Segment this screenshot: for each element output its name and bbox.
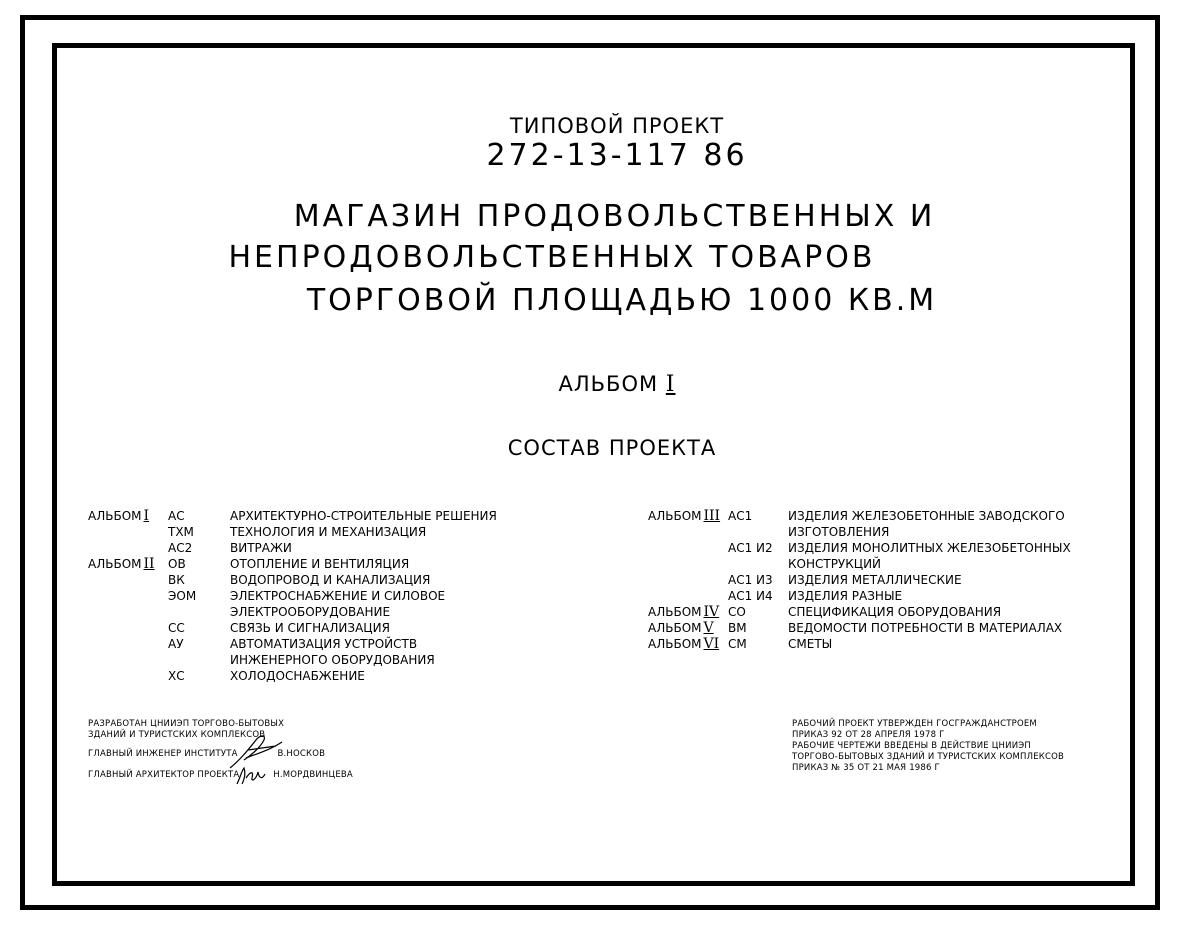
row-text: ХОЛОДОСНАБЖЕНИЕ [230, 669, 365, 683]
title-line-3: ТОРГОВОЙ ПЛОЩАДЬЮ 1000 КВ.М [306, 283, 938, 318]
row-album-label: АЛЬБОМ [648, 637, 702, 651]
row-album-label: АЛЬБОМ [648, 605, 702, 619]
contents-row [88, 572, 497, 588]
row-album [648, 636, 728, 652]
row-album-label: АЛЬБОМ [648, 621, 702, 635]
row-code [168, 652, 230, 668]
left-contents-list [88, 508, 497, 684]
contents-row [648, 540, 1071, 556]
row-code [728, 556, 788, 572]
row-album [88, 556, 168, 572]
row-album [88, 588, 168, 604]
chief-architect-name: Н.МОРДВИНЦЕВА [273, 770, 353, 780]
row-code: СС [168, 621, 185, 635]
row-code: АУ [168, 637, 184, 651]
contents-row [88, 556, 497, 572]
row-code: АС1 [728, 509, 753, 523]
contents-row [648, 508, 1071, 524]
contents-row [88, 652, 497, 668]
row-code: ЭОМ [168, 589, 197, 603]
album-heading-label: АЛЬБОМ [558, 372, 659, 396]
row-album [88, 572, 168, 588]
row-text: ИЗДЕЛИЯ МОНОЛИТНЫХ ЖЕЛЕЗОБЕТОННЫХ [788, 541, 1071, 555]
contents-heading: СОСТАВ ПРОЕКТА [507, 436, 717, 460]
right-contents-list [648, 508, 1071, 652]
row-code: АС [168, 509, 185, 523]
contents-row [88, 636, 497, 652]
row-album [88, 620, 168, 636]
row-text: СПЕЦИФИКАЦИЯ ОБОРУДОВАНИЯ [788, 605, 1002, 619]
row-album [648, 588, 728, 604]
contents-row [648, 636, 1071, 652]
approval-block [792, 719, 1064, 774]
contents-row [88, 508, 497, 524]
contents-row [648, 524, 1071, 540]
title-line-2: НЕПРОДОВОЛЬСТВЕННЫХ ТОВАРОВ [228, 240, 876, 275]
row-code: АС1 И2 [728, 541, 773, 555]
contents-row [648, 620, 1071, 636]
approval-line-4: ТОРГОВО-БЫТОВЫХ ЗДАНИЙ И ТУРИСТСКИХ КОМПЛЕКСОВ [792, 752, 1065, 762]
row-album [88, 540, 168, 556]
row-code: ОВ [168, 557, 186, 571]
contents-row [88, 588, 497, 604]
row-album-numeral: III [703, 508, 721, 524]
row-album-numeral: I [143, 508, 150, 524]
contents-row [88, 540, 497, 556]
contents-row [648, 572, 1071, 588]
row-album [88, 668, 168, 684]
architect-signature-icon [234, 764, 268, 788]
row-album-numeral: VI [703, 636, 720, 652]
contents-row [88, 524, 497, 540]
row-code [168, 604, 230, 620]
contents-row [88, 668, 497, 684]
row-text: ВЕДОМОСТИ ПОТРЕБНОСТИ В МАТЕРИАЛАХ [788, 621, 1063, 635]
approval-line-3: РАБОЧИЕ ЧЕРТЕЖИ ВВЕДЕНЫ В ДЕЙСТВИЕ ЦНИИЭП [792, 741, 1031, 751]
chief-engineer-name: В.НОСКОВ [277, 749, 326, 759]
row-album [88, 524, 168, 540]
row-code [728, 524, 788, 540]
row-text: ОТОПЛЕНИЕ И ВЕНТИЛЯЦИЯ [230, 557, 410, 571]
row-text: АВТОМАТИЗАЦИЯ УСТРОЙСТВ [230, 637, 418, 651]
row-album [648, 524, 728, 540]
row-text: ИЗДЕЛИЯ РАЗНЫЕ [788, 589, 903, 603]
album-heading-numeral: I [665, 372, 676, 397]
row-code: СМ [728, 637, 747, 651]
row-album [648, 540, 728, 556]
row-text: КОНСТРУКЦИЙ [788, 557, 882, 571]
chief-engineer-role: ГЛАВНЫЙ ИНЖЕНЕР ИНСТИТУТА [88, 749, 238, 759]
project-series: ТИПОВОЙ ПРОЕКТ [509, 114, 725, 138]
row-album [88, 652, 168, 668]
row-text: ЭЛЕКТРООБОРУДОВАНИЕ [230, 605, 391, 619]
row-text: ВОДОПРОВОД И КАНАЛИЗАЦИЯ [230, 573, 431, 587]
row-album-numeral: II [143, 556, 155, 572]
row-code: ТХМ [168, 525, 194, 539]
row-text: ИЗДЕЛИЯ МЕТАЛЛИЧЕСКИЕ [788, 573, 962, 587]
row-album [648, 604, 728, 620]
row-code: ХС [168, 669, 185, 683]
approval-line-1: РАБОЧИЙ ПРОЕКТ УТВЕРЖДЕН ГОСГРАЖДАНСТРОЕМ [792, 719, 1037, 729]
chief-architect-role: ГЛАВНЫЙ АРХИТЕКТОР ПРОЕКТА [88, 770, 240, 780]
contents-row [648, 604, 1071, 620]
title-line-1: МАГАЗИН ПРОДОВОЛЬСТВЕННЫХ И [293, 199, 936, 234]
contents-row [648, 556, 1071, 572]
row-album [648, 508, 728, 524]
row-album [648, 556, 728, 572]
contents-row [648, 588, 1071, 604]
row-text: СМЕТЫ [788, 637, 833, 651]
approval-line-2: ПРИКАЗ 92 ОТ 28 АПРЕЛЯ 1978 Г [792, 730, 945, 740]
row-code: АС1 И3 [728, 573, 773, 587]
credits-block [88, 719, 353, 781]
chief-architect-row [88, 770, 353, 781]
row-text: ЭЛЕКТРОСНАБЖЕНИЕ И СИЛОВОЕ [230, 589, 446, 603]
row-album-label: АЛЬБОМ [88, 509, 142, 523]
contents-row [88, 620, 497, 636]
credits-line-2: ЗДАНИЙ И ТУРИСТСКИХ КОМПЛЕКСОВ [88, 730, 266, 740]
row-album [88, 636, 168, 652]
approval-line-5: ПРИКАЗ № 35 ОТ 21 МАЯ 1986 Г [792, 763, 940, 773]
row-text: ВИТРАЖИ [230, 541, 292, 555]
row-album-numeral: IV [703, 604, 720, 620]
row-album-numeral: V [703, 620, 714, 636]
row-code: АС1 И4 [728, 589, 773, 603]
row-code: АС2 [168, 541, 193, 555]
row-text: ТЕХНОЛОГИЯ И МЕХАНИЗАЦИЯ [230, 525, 427, 539]
row-album [648, 572, 728, 588]
project-number: 272-13-117 86 [486, 138, 748, 173]
row-code: ВМ [728, 621, 747, 635]
row-code: СО [728, 605, 746, 619]
row-text: АРХИТЕКТУРНО-СТРОИТЕЛЬНЫЕ РЕШЕНИЯ [230, 509, 497, 523]
row-album [88, 604, 168, 620]
row-album-label: АЛЬБОМ [648, 509, 702, 523]
row-text: СВЯЗЬ И СИГНАЛИЗАЦИЯ [230, 621, 390, 635]
row-album [88, 508, 168, 524]
chief-engineer-row [88, 749, 353, 760]
row-album-label: АЛЬБОМ [88, 557, 142, 571]
contents-row [88, 604, 497, 620]
credits-line-1: РАЗРАБОТАН ЦНИИЭП ТОРГОВО-БЫТОВЫХ [88, 719, 285, 729]
row-text: ИЗГОТОВЛЕНИЯ [788, 525, 890, 539]
row-album [648, 620, 728, 636]
row-code: ВК [168, 573, 185, 587]
album-heading [0, 372, 1184, 397]
row-text: ИЗДЕЛИЯ ЖЕЛЕЗОБЕТОННЫЕ ЗАВОДСКОГО [788, 509, 1065, 523]
row-text: ИНЖЕНЕРНОГО ОБОРУДОВАНИЯ [230, 653, 435, 667]
